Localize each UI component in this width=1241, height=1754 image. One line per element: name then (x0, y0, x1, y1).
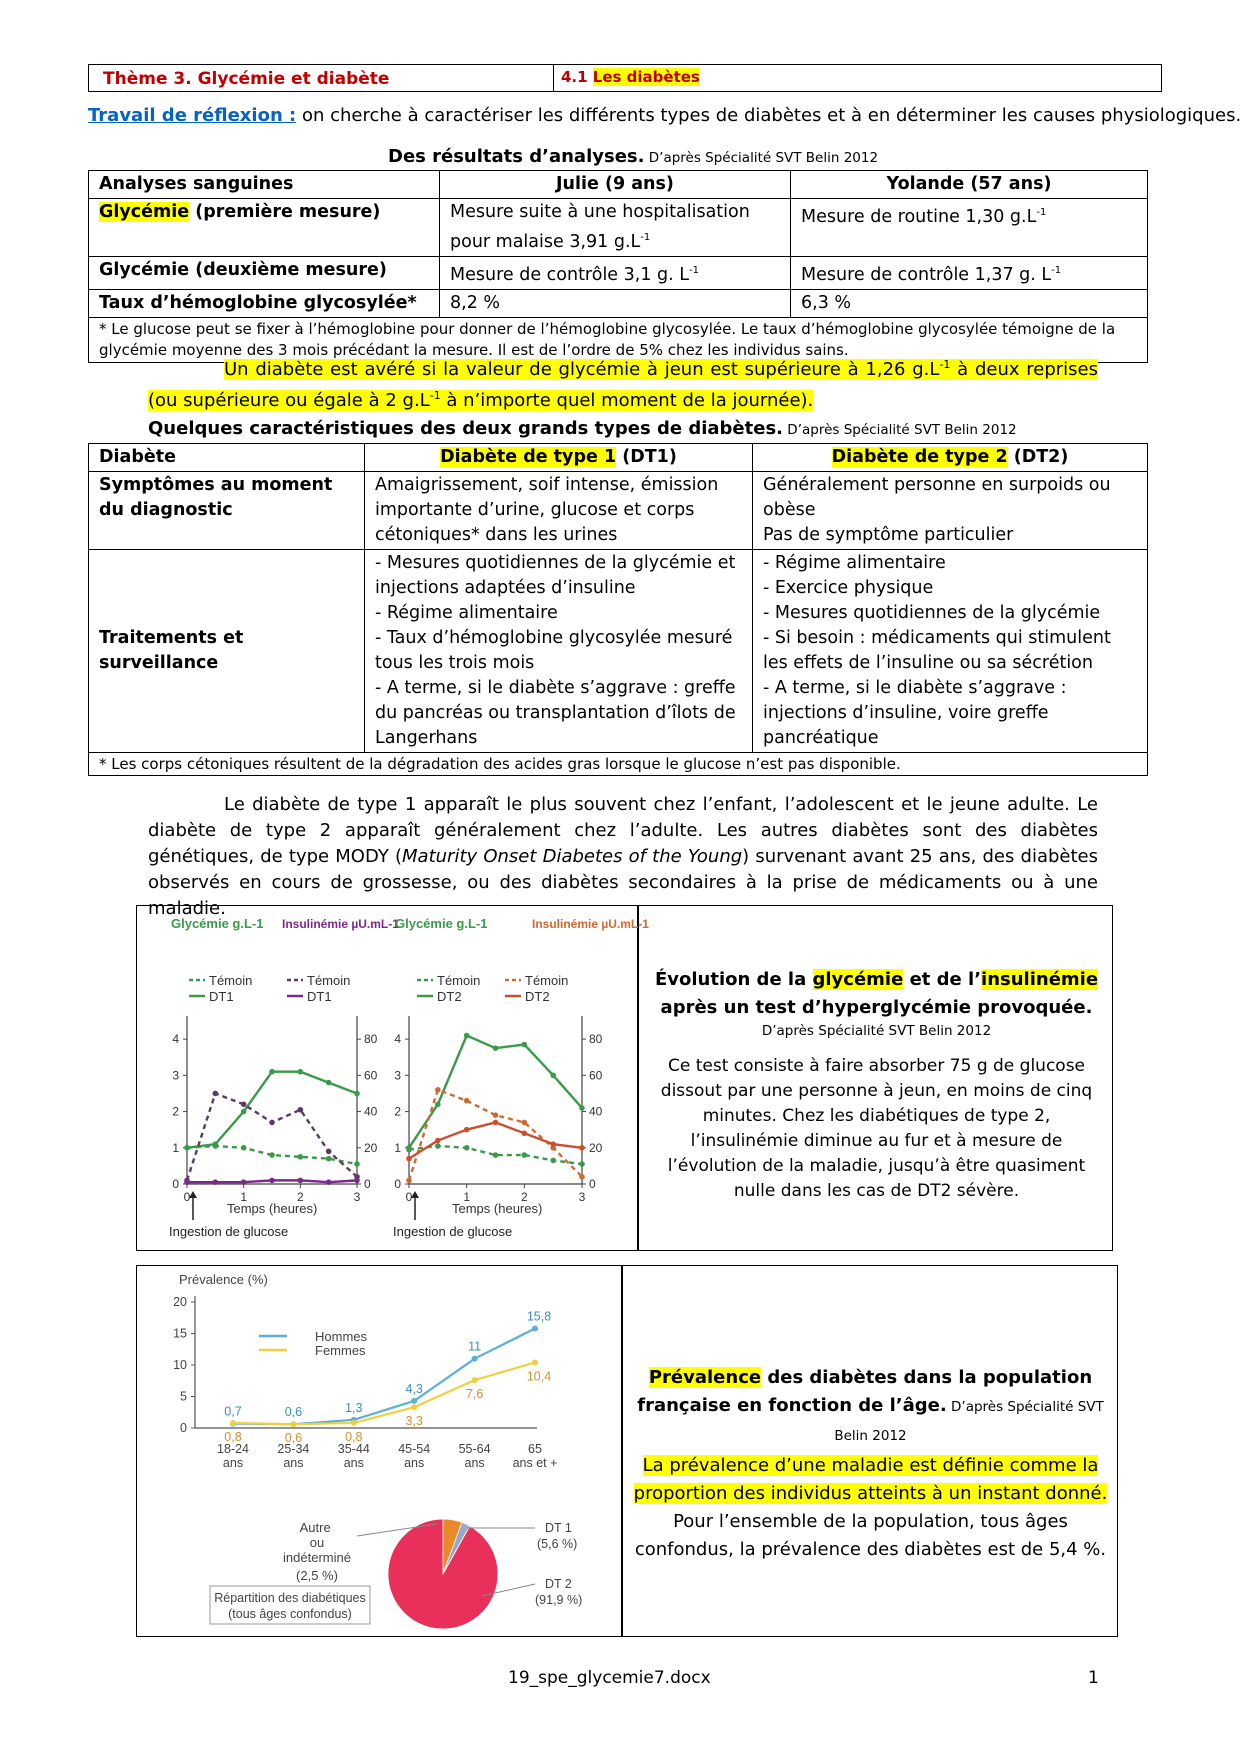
dt2-point (406, 1156, 412, 1162)
dt2-point (435, 1138, 441, 1144)
dt1-point (298, 1178, 304, 1184)
figure-glycemie-box (136, 905, 1113, 1251)
dt2-series-2 (409, 1090, 582, 1181)
dt2-ytick-right: 20 (589, 1140, 603, 1155)
dt1-ytick-left: 2 (172, 1104, 179, 1119)
dt1-ytick-left: 3 (172, 1068, 179, 1083)
prev-data-label: 1,3 (345, 1400, 363, 1415)
dt2-ytick-left: 4 (394, 1032, 401, 1047)
cell-dt2-symptomes: Généralement personne en surpoids ou obèse Pas de symptôme particulier (753, 472, 1148, 550)
cell-julie-2: Mesure de contrôle 3,1 g. $L^{-1}$ (440, 256, 791, 289)
prev-xtick-unit: ans et + (512, 1456, 558, 1470)
row-label-traitements: Traitements et surveillance (89, 550, 365, 753)
prev-point (472, 1356, 478, 1362)
dt1-ytick-left: 1 (172, 1140, 179, 1155)
dt2-xtick: 0 (405, 1190, 413, 1204)
analyses-table (88, 170, 1148, 363)
prev-xtick-unit: ans (343, 1456, 364, 1470)
col-header-diabete: Diabète (89, 444, 365, 472)
cell-dt1-symptomes: Amaigrissement, soif intense, émission importante d’urine, glucose et corps cétoniques* dans les urines (365, 472, 753, 550)
col-header-dt2: Diabète de type 2 (DT2) (753, 444, 1148, 472)
dt1-point (298, 1154, 304, 1160)
dt2-point (522, 1130, 528, 1136)
prev-point (411, 1404, 417, 1410)
row-label-glycemie-1: Glycémie (première mesure) (89, 199, 440, 257)
pie-value-dt2: (91,9 %) (535, 1593, 583, 1607)
pie-label-autre-l1: Autre (299, 1520, 331, 1535)
dt2-point (464, 1098, 470, 1104)
diagnosis-paragraph: Un diabète est avéré si la valeur de glycémie à jeun est supérieure à 1,26 $g.L^{-1}$ à deux reprises (ou supérieure ou égale à 2 $g.L^{-1}$ à n’importe quel moment de la journée). (148, 358, 1098, 411)
cell-dt2-traitements: - Régime alimentaire - Exercice physique - Mesures quotidiennes de la glycémie - Si besoin : médicaments qui stimulent les effets de l’insuline ou sa sécrétion - A terme, si le diabète s’aggrave : injections d’insuline, voire greffe pancréatique (753, 550, 1148, 753)
cell-julie-1: Mesure suite à une hospitalisation pour malaise 3,91 $g.L^{-1}$ (440, 199, 791, 257)
prev-data-label: 15,8 (526, 1309, 552, 1324)
dt2-point (435, 1102, 441, 1108)
pie-label-autre-l2: ou (309, 1535, 325, 1550)
figure-glycemie-caption: Évolution de la glycémie et de l’insulinémie après un test d’hyperglycémie provoquée. D’après Spécialité SVT Belin 2012 Ce test consiste à faire absorber 75 g de glucose dissout par une personne à jeun, en moins de cinq minutes. Chez les diabétiques de type 2, l’insulinémie diminue au fur et à mesure de l’évolution de la maladie, jusqu’à être quasiment nulle dans les cas de DT2 sévère. (654, 969, 1099, 1201)
dt1-point (213, 1091, 219, 1097)
prev-legend-femmes: Femmes (315, 1343, 366, 1358)
prev-data-label: 0,8 (345, 1429, 363, 1444)
dt1-ytick-right: 40 (364, 1104, 378, 1119)
dt1-point (354, 1091, 360, 1097)
dt1-point (241, 1145, 247, 1151)
dt2-point (550, 1158, 556, 1164)
prev-data-label: 0,6 (284, 1405, 303, 1420)
prev-xtick: 25-34 (277, 1442, 310, 1456)
dt1-point (298, 1107, 304, 1113)
dt1-ytick-left: 0 (172, 1177, 179, 1191)
prev-data-label: 0,7 (224, 1404, 242, 1419)
dt2-point (464, 1145, 470, 1151)
dt2-point (464, 1127, 470, 1133)
prev-data-label: 10,4 (526, 1369, 552, 1384)
dt2-point (550, 1141, 556, 1147)
pie-value-autre: (2,5 %) (296, 1568, 338, 1583)
cell-dt1-traitements: - Mesures quotidiennes de la glycémie et injections adaptées d’insuline - Régime alimentaire - Taux d’hémoglobine glycosylée mesuré tous les trois mois - A terme, si le diabète s’aggrave : greffe du pancréas ou transplantation d’îlots de Langerhans (365, 550, 753, 753)
dt1-xtick: 3 (353, 1190, 361, 1204)
dt1-xtick: 0 (183, 1190, 191, 1204)
dt1-point (298, 1069, 304, 1075)
dt2-point (435, 1087, 441, 1093)
prev-xtick: 45-54 (398, 1442, 431, 1456)
dt2-point (493, 1045, 499, 1051)
types-table (88, 443, 1148, 776)
dt2-ytick-left: 0 (394, 1177, 401, 1191)
types-title: Quelques caractéristiques des deux grands types de diabètes. D’après Spécialité SVT Belin 2012 (148, 418, 1017, 439)
cell-yolande-1: Mesure de routine 1,30 $g.L^{-1}$ (791, 199, 1148, 257)
header-box (88, 64, 1162, 92)
dt1-point (326, 1149, 332, 1155)
figure-prevalence-box (136, 1265, 1118, 1637)
reflection-link[interactable]: Travail de réflexion : (88, 105, 297, 126)
prev-point (532, 1359, 538, 1365)
pie-title-l2: (tous âges confondus) (228, 1607, 352, 1621)
dt2-annotation: Ingestion de glucose (393, 1224, 513, 1239)
prev-xtick: 65 (528, 1442, 542, 1456)
chart-dt1 (137, 906, 399, 1250)
prev-point (351, 1420, 357, 1426)
dt2-ytick-left: 1 (394, 1140, 401, 1155)
dt1-ytick-right: 20 (364, 1140, 378, 1155)
dt1-annotation: Ingestion de glucose (169, 1224, 289, 1239)
prev-xtick-unit: ans (283, 1456, 304, 1470)
prev-data-label: 11 (468, 1339, 482, 1354)
dt2-legend-temoin-i: Témoin (525, 973, 569, 988)
dt1-point (241, 1179, 247, 1185)
dt2-legend-dt2-i: DT2 (525, 989, 550, 1004)
col-header-julie: Julie (9 ans) (440, 171, 791, 199)
dt1-legend-temoin-i: Témoin (307, 973, 351, 988)
prev-ytick: 20 (173, 1295, 187, 1309)
dt2-point (464, 1033, 470, 1039)
dt1-point (269, 1152, 275, 1158)
dt1-series-1 (187, 1072, 357, 1148)
prev-ytick: 5 (180, 1389, 187, 1404)
dt1-series-2 (187, 1093, 357, 1180)
pie-label-dt1: DT 1 (545, 1521, 572, 1535)
dt2-xtick: 2 (520, 1190, 528, 1204)
dt1-point (241, 1109, 247, 1115)
dt1-point (326, 1080, 332, 1086)
dt1-point (213, 1141, 219, 1147)
dt2-point (493, 1152, 499, 1158)
dt2-ytick-right: 40 (589, 1104, 603, 1119)
dt1-ytick-left: 4 (172, 1032, 179, 1047)
dt2-legend (417, 973, 568, 1004)
dt1-point (241, 1102, 247, 1108)
dt2-point (522, 1120, 528, 1126)
dt2-legend-dt2-g: DT2 (437, 989, 462, 1004)
dt2-left-axis-title: Glycémie g.L-1 (395, 916, 488, 931)
row-label-symptomes: Symptômes au moment du diagnostic (89, 472, 365, 550)
dt2-series-1 (409, 1035, 582, 1147)
col-header-yolande: Yolande (57 ans) (791, 171, 1148, 199)
dt2-point (579, 1161, 585, 1167)
row-label-glycemie-2: Glycémie (deuxième mesure) (89, 256, 440, 289)
dt1-legend-dt1-g: DT1 (209, 989, 234, 1004)
dt2-point (493, 1120, 499, 1126)
dt2-point (522, 1042, 528, 1048)
prev-data-label: 7,6 (465, 1387, 484, 1402)
prev-data-label: 4,3 (405, 1381, 423, 1396)
prev-ytick: 0 (180, 1421, 187, 1435)
dt2-xtick: 3 (578, 1190, 586, 1204)
dt1-point (354, 1178, 360, 1184)
prev-xtick: 18-24 (217, 1442, 249, 1456)
dt2-ytick-left: 3 (394, 1068, 401, 1083)
dt2-ytick-right: 80 (589, 1032, 603, 1047)
dt2-point (579, 1105, 585, 1111)
dt2-legend-temoin-g: Témoin (437, 973, 481, 988)
prev-point (411, 1398, 417, 1404)
figure-prevalence-caption: Prévalence des diabètes dans la population française en fonction de l’âge. D’après Spécialité SVT Belin 2012 La prévalence d’une maladie est définie comme la proportion des individus atteints à un instant donné. Pour l’ensemble de la population, tous âges confondus, la prévalence des diabètes est de 5,4 %. (633, 1367, 1108, 1560)
dt2-xtick: 1 (463, 1190, 471, 1204)
chart-dt2 (387, 906, 649, 1250)
dt1-legend (189, 973, 350, 1004)
col-header-analyses: Analyses sanguines (89, 171, 440, 199)
dt1-point (184, 1145, 190, 1151)
dt1-point (213, 1179, 219, 1185)
theme-title: Thème 3. Glycémie et diabète (103, 69, 390, 89)
prev-point (472, 1377, 478, 1383)
dt1-xtick: 2 (296, 1190, 304, 1204)
row-label-hba1c: Taux d’hémoglobine glycosylée* (89, 289, 440, 317)
dt2-point (406, 1178, 412, 1184)
dt1-point (326, 1156, 332, 1162)
dt1-ytick-right: 0 (364, 1177, 371, 1191)
dt1-ytick-right: 80 (364, 1032, 378, 1047)
cell-julie-3: 8,2 % (440, 289, 791, 317)
prev-data-label: 3,3 (405, 1414, 423, 1429)
dt2-x-axis-title: Temps (heures) (452, 1201, 543, 1216)
dt2-ytick-right: 0 (589, 1177, 596, 1191)
prev-ytick: 10 (173, 1358, 187, 1372)
prev-xtick: 35-44 (337, 1442, 370, 1456)
dt1-legend-temoin-g: Témoin (209, 973, 253, 988)
pie-label-dt2: DT 2 (545, 1577, 572, 1591)
dt1-ytick-right: 60 (364, 1068, 378, 1083)
footer-filename: 19_spe_glycemie7.docx (508, 1668, 711, 1688)
dt1-right-axis-title: Insulinémie µU.mL-1 (282, 917, 399, 931)
dt1-point (184, 1179, 190, 1185)
lesson-title: 4.1 Les diabètes (561, 68, 700, 86)
prev-data-label: 0,6 (284, 1431, 303, 1446)
dt1-point (354, 1161, 360, 1167)
mody-paragraph: Le diabète de type 1 apparaît le plus souvent chez l’enfant, l’adolescent et le jeune adulte. Le diabète de type 2 apparaît généralement chez l’adulte. Les autres diabètes sont des diabètes génétiques, de type MODY (Maturity Onset Diabetes of the Young) survenant avant 25 ans, des diabètes observés en cours de grossesse, ou des diabètes secondaires à la prise de médicaments ou à une maladie. (148, 794, 1098, 919)
dt1-point (326, 1179, 332, 1185)
dt2-point (522, 1152, 528, 1158)
prev-point (290, 1421, 296, 1427)
dt1-point (269, 1069, 275, 1075)
pie-title: Répartition des diabétiques (214, 1591, 366, 1605)
analyses-note: * Le glucose peut se fixer à l’hémoglobine pour donner de l’hémoglobine glycosylée. Le taux d’hémoglobine glycosylée témoigne de la glycémie moyenne des 3 mois précédant la mesure. Il est de l’ordre de 5% chez les individus sains. (89, 317, 1148, 362)
dt2-point (579, 1145, 585, 1151)
dt1-x-axis-title: Temps (heures) (227, 1201, 318, 1216)
dt2-point (493, 1112, 499, 1118)
prev-point (532, 1325, 538, 1331)
dt2-point (550, 1073, 556, 1079)
prev-xtick-unit: ans (464, 1456, 485, 1470)
dt2-ytick-right: 60 (589, 1068, 603, 1083)
dt1-point (269, 1120, 275, 1126)
prev-point (230, 1420, 236, 1426)
pie-slice-0 (388, 1519, 498, 1629)
prev-xtick-unit: ans (404, 1456, 425, 1470)
dt2-point (579, 1174, 585, 1180)
cell-yolande-2: Mesure de contrôle 1,37 g. $L^{-1}$ (791, 256, 1148, 289)
intro: Travail de réflexion : on cherche à caractériser les différents types de diabètes et à en déterminer les causes physiologiques. (88, 105, 1241, 126)
dt1-xtick: 1 (240, 1190, 248, 1204)
prev-xtick: 55-64 (458, 1442, 491, 1456)
prev-xtick-unit: ans (222, 1456, 244, 1470)
dt1-point (269, 1178, 275, 1184)
dt1-left-axis-title-1: Glycémie g.L-1 (171, 916, 264, 931)
dt2-right-axis-title: Insulinémie µU.mL-1 (532, 917, 649, 931)
pie-label-autre (283, 1520, 351, 1565)
dt1-legend-dt1-i: DT1 (307, 989, 332, 1004)
dt2-point (406, 1145, 412, 1151)
col-header-dt1: Diabète de type 1 (DT1) (365, 444, 753, 472)
prev-ytick: 15 (173, 1326, 187, 1341)
pie-label-autre-l3: indéterminé (283, 1550, 351, 1565)
analyses-title: Des résultats d’analyses. D’après Spécialité SVT Belin 2012 (388, 146, 879, 167)
footer-page-number: 1 (1088, 1668, 1099, 1688)
types-note: * Les corps cétoniques résultent de la dégradation des acides gras lorsque le glucose n’est pas disponible. (89, 753, 1148, 776)
prev-y-title: Prévalence (%) (179, 1272, 268, 1287)
prev-data-label: 0,8 (224, 1429, 242, 1444)
prev-legend (259, 1329, 368, 1358)
dt2-point (435, 1143, 441, 1149)
dt2-ytick-left: 2 (394, 1104, 401, 1119)
prev-legend-hommes: Hommes (315, 1329, 368, 1344)
pie-value-dt1: (5,6 %) (537, 1537, 578, 1551)
chart-prevalence (137, 1266, 621, 1636)
prev-series-femmes (233, 1362, 535, 1424)
cell-yolande-3: 6,3 % (791, 289, 1148, 317)
